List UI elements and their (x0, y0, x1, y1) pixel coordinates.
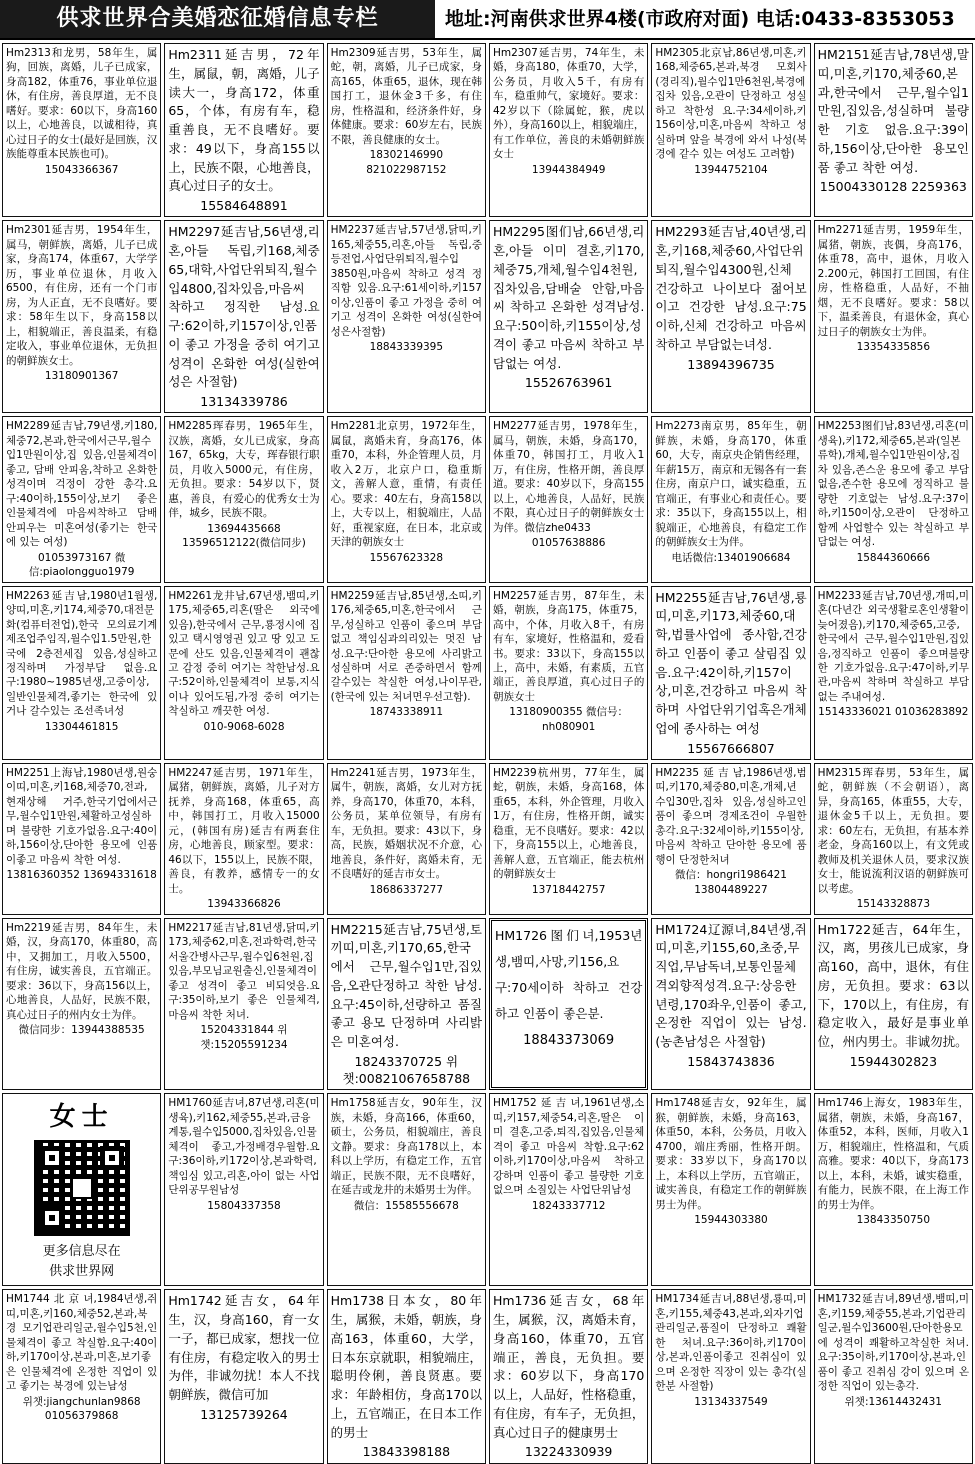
listing-phone: 15526763961 (524, 375, 613, 391)
listing-text: HM1734延吉녀,88년생,룡띠,미혼,키155,체중43,본과,외자기업관리일군,품질이 단정하고 쾌활한 처녀.요구:36이하,키170이상,본과,인품이좋고 진취심이 있으며 온정한 직장이 있는 총각(실한분 사절함) (655, 1293, 807, 1393)
listing-phone: 01057638886 (531, 537, 606, 550)
listing-text: Hm2271延吉男，1959年生，属猪，朝族，丧偶，身高176，体重78，高中，退休，月收入2.200元，韩国打工回国，有住房，性格稳重，人品好，不抽烟，无不良嗜好。要求：58以下，温柔善良，有退休金，真心过日子的朝族女士为伴。 (817, 224, 969, 338)
listing-card (327, 416, 486, 582)
listing-text: Hm1738日本女，80年生，属猴，未婚，朝族，身高163，体重60，大学，日本东京就职，相貌端庄，聪明伶俐，善良贤惠。要求：年龄相仿，身高170以上，五官端正，在日本工作的男士 (330, 1293, 482, 1440)
listing-grid (0, 43, 975, 1460)
listing-text: HM2285珲春男，1965年生，汉族，离婚，女儿已成家，身高167，65kg，大专，珲春银行职员，月收入5000元，有住房，无负担。要求：54岁以下，贤惠，善良，有爱心的优秀女士为伴，城乡，民族不限。 (168, 420, 320, 520)
listing-phone: 15204331844 위챗:15205591234 (200, 1024, 288, 1051)
listing-text: Hm2313和龙男，58年生，属狗，回族，离婚，儿子已成家，身高182，体重76，事业单位退休，有住房，善良厚道，无不良嗜好。要求：60以下，身高160以上，心地善良，以诚相待，真心过日子的女士(最好是回族，汉族能尊重本民族也可)。 (6, 47, 158, 161)
listing-card (164, 1289, 323, 1463)
listing-phone: 15804337358 (207, 1199, 281, 1212)
listing-card (814, 220, 973, 413)
listing-text: HM2233延吉남,70년생,개띠,미혼(다년간 외국생활로혼인생활이 늦어졌음),키170,체중65,고중,한국에서 근무,월수입1만원,집있음,정직하고 인품이 좋으며불량한 기호가없음.요구:47이하,키무관,마음씨 착하며 착실하고 부담없는 주내여성. (817, 589, 969, 703)
listing-card (489, 1093, 648, 1286)
qr-panel-line2: 供求世界网 (49, 1263, 115, 1279)
listing-card (164, 1093, 323, 1286)
listing-text: HM2261龙井남,67년생,뱀띠,키175,체중65,리혼(딸은 외국에 있음),한국에서 근무,룡정시에 집있고 택시영영권 있고 땅 있고 도문에 산도 있음,인물체격이 괜찮고 감정 중히 여기는 착한남성.요구:52이하,인물체격이 보통,지식이나 있어도됨,가정 중히 여기는 착실하고 깨끗한 여성. (168, 589, 320, 718)
listing-text: Hm2311延吉男，72年生，属鼠，朝，离婚，儿子读大一，身高172，体重65，个体，有房有车，稳重善良，无不良嗜好。要求：49以下，身高155以上，民族不限，心地善良，真心过日子的女士。 (168, 47, 320, 194)
listing-phone: 위챗:13614432431 (844, 1395, 942, 1408)
listing-card (489, 763, 648, 915)
listing-phone: 13180900355 微信号：nh080901 (509, 706, 629, 733)
listing-phone: 13718442757 (531, 883, 606, 896)
listing-card (327, 43, 486, 217)
listing-phone: 13125739264 (200, 1406, 288, 1422)
qr-code-icon[interactable] (34, 1140, 130, 1236)
listing-text: Hm2307延吉男，74年生，未婚，身高180，体重70，大学，公务员，月收入5千，有房有车，稳重帅气，家境好。要求：42岁以下（除属蛇，猴，虎以外），身高160以上，相貌端庄，有工作单位，善良的未婚朝鲜族女士 (492, 47, 645, 161)
listing-phone: 13894396735 (687, 356, 775, 372)
listing-text: Hm2281北京男，1972年生，属鼠，离婚未育，身高176，体重70，本科，外企管理人员，月收入2万，北京户口，稳重斯文，善解人意，重情，有责任心。要求：40左右，身高158以上，大专以上，相貌端庄，人品好，重视家庭，在日本，北京或天津的朝族女士 (330, 420, 482, 549)
listing-text: HM2239杭州男，77年生，属蛇，朝族，未婚，身高168，体重65，本科，外企管理，月收入1万，有住房，性格开朗，诚实稳重，无不良嗜好。要求：42以下，身高155以上，心地善良，善解人意，五官端正，能去杭州的朝鲜族女士 (492, 766, 645, 881)
listing-phone: 18243337712 (531, 1199, 606, 1212)
listing-text: Hm2273南京男，85年生，朝鲜族，未婚，身高170，体重60，大专，南京央企销售经理，年薪15万，南京和无锡各有一套住房，南京户口，诚实稳重，五官端正，有事业心和责任心。要求：35以下，身高155以上，相貌端正，心地善良，有稳定工作的朝鲜族女士为伴。 (655, 420, 807, 549)
listing-card (489, 416, 648, 582)
listing-phone: 13134339786 (200, 394, 288, 409)
listing-phone: 13943366826 (207, 898, 281, 911)
listing-card (814, 1289, 973, 1463)
listing-phone: 01053973167 微信:piaolongguo1979 (28, 551, 135, 579)
listing-phone: 18686337277 (369, 883, 444, 896)
listing-phone: 18843339395 (369, 341, 444, 354)
featured-listing-card (489, 918, 648, 1091)
listing-text: HM1760延吉녀,87년생,리혼(미생육),키162,체중55,본과,금융계통,월수입5000,집차있음,인물체격이 좋고,가정배경우월함.요구:36이하,키172이상,본과학력,책임심 있고,리혼,아이 없는 사업단위공무원남성 (168, 1097, 320, 1197)
listing-text: Hm1722延吉，64年生，汉，离，男孩儿已成家，身高160，高中，退休，有住房，无负担。要求：63以下，170以上，有住房，有稳定收入，最好是事业单位，州内男士。非诚勿扰。 (817, 921, 969, 1050)
listing-phone: 18243370725 위챗:00821067658788 (342, 1053, 471, 1087)
listing-phone: 电话微信:13401906684 (671, 551, 791, 564)
listing-phone: 13843398188 (362, 1444, 451, 1460)
listing-phone: 15567666807 (687, 740, 775, 756)
listing-card (651, 220, 810, 413)
listing-phone: 13180901367 (44, 370, 119, 383)
listing-card (814, 1093, 973, 1286)
listing-text: HM2289延吉남,79년생,키180,체중72,본과,한국에서근무,월수입1만원이상,집 있음,인물체격이 좋고, 담배 안피움,착하고 온화한 성격이며 걱정이 강한 총각.요구:40이하,155이상,보기 좋은 인물체격에 마음씨착하고 담배 안피우는 미혼여성(좋기는 한국에 있는 여성) (6, 420, 158, 549)
listing-phone: 15567623328 (369, 551, 444, 564)
listing-card (651, 1289, 810, 1463)
listing-card (651, 586, 810, 760)
listing-phone: 微信：15585556678 (353, 1199, 459, 1212)
listing-card (327, 1289, 486, 1463)
listing-card (2, 586, 161, 760)
listing-card (2, 763, 161, 915)
listing-text: HM2215延吉남,75년생,토끼띠,미혼,키170,65,한국에서 근무,월수입1만,집있음,오관단정하고 착한 남성.요구:45이하,선량하고 품질좋고 용모 단정하며 사리밝은 미혼여성. (330, 921, 482, 1050)
listing-phone: 13816360352 13694331618 (6, 869, 157, 882)
qr-panel-label: 女士 (49, 1102, 114, 1133)
qr-panel (2, 1093, 161, 1286)
listing-text: HM1744北京녀,1984년생,쥐띠,미혼,키160,체중52,본과,북경 모기업관리일군,월수입5천,인물체격이 좋고 착실함.요구:40이하,키170이상,본과,미혼,보기좋은 인물체격에 온정한 직업이 있고 좋기는 북경에 있는남성 (6, 1293, 158, 1393)
listing-card (2, 416, 161, 582)
listing-text: HM2259延吉남,85년생,소띠,키176,체중65,미혼,한국에서 근무,성실하고 인품이 좋으며 부담없고 책임심과의리있는 멋진 남성.요구:단아한 용모에 사리밝고 성실하며 서로 존중하면서 함께 갈수있는 착실한 여성,나이무관,(한국에 있는 처녀면우선고함). (330, 589, 482, 703)
listing-phone: 15944302823 (849, 1053, 938, 1069)
listing-card (164, 220, 323, 413)
listing-phone: 13354335856 (856, 341, 931, 354)
listing-text: HM2235延吉남,1986년생,범띠,키170,체중80,미혼,개체,년수입30만,집차 있음,성실하고인품이 좋으며 경제조건이 우월한 총각.요구:32세이하,키155이상,마음씨 착하고 단아한 용모에 품행이 단정한처녀 (655, 766, 807, 866)
listing-phone: 15844360666 (856, 551, 931, 564)
listing-phone: 13134337549 (694, 1395, 768, 1408)
listing-card (651, 1093, 810, 1286)
listing-phone: 13843350750 (856, 1214, 931, 1227)
listing-phone: 13944384949 (531, 163, 606, 176)
listing-card (651, 918, 810, 1091)
listing-card (489, 1289, 648, 1463)
listing-text: HM2305北京남,86년생,미혼,키168,체중65,본과,북경 모회사(경리직),월수입1만6천원,북경에 집차 있음,오관이 단정하고 성실하고 착한성 요.구:34세이하,키156이상,미혼,마음씨 착하고 성실하며 앞을 북경에 와서 나성(북경에 같수 있는 여성도 고려함) (655, 47, 807, 161)
listing-card (489, 43, 648, 217)
listing-text: HM2315珲春男，53年生，属蛇，朝鲜族（不会朝语），离异，身高165，体重55，大专，退休金5千以上，无负担。要求：60左右，无负担，有基本养老金，身高160以上，有文凭或教师及机关退休人员，要求汉族女士，能说流利汉语的朝鲜族可以考虑。 (817, 766, 969, 895)
listing-text: HM2253图们남,83년생,리혼(미생육),키172,체중65,본과(일본류학),개체,월수입1만원이상,집차 있음,존스운 용모에 좋고 부담없음,존수한 용모에 정직하고 불량한 기호없는 남성.요구:37이하,키150이상,오관이 단정하고 함께 사업할수 있는 착실하고 부담없는 여성. (817, 420, 969, 549)
listing-phone: 15004330128 2259363 (819, 179, 967, 195)
listing-card (814, 763, 973, 915)
listing-text: HM2151延吉남,78년생,말띠,미혼,키170,체중60,본과,한국에서 근무,월수입1만원,집있음,성실하며 불량한 기호 없음.요구:39이하,156이상,단아한 용모인품 좋고 착한 여성. (817, 47, 969, 175)
listing-text: Hm1746上海女，1983年生，属猪，朝族，未婚，身高167，体重52，本科，医师，月收入1万，相貌端庄，性格温和，气质高雅。要求：40以下，身高173以上，本科，未婚，诚实稳重，有能力，民族不限，在上海工作的男士为伴。 (817, 1097, 969, 1211)
page-header (0, 0, 975, 40)
listing-phone: 15143336021 01036283892 (818, 706, 969, 719)
listing-card (814, 43, 973, 217)
listing-card (651, 416, 810, 582)
listing-card (327, 1093, 486, 1286)
listing-phone: 15843743836 (687, 1053, 775, 1069)
listing-phone: 010-9068-6028 (203, 720, 285, 733)
listing-card (2, 43, 161, 217)
listing-phone: 위챗:jiangchunlan9868 01056379868 (22, 1395, 141, 1423)
listing-text: Hm1758延吉女，90年生，汉族，未婚，身高166，体重60，硕士，公务员，相貌端庄，善良文静。要求：身高178以上，本科以上学历，有稳定工作，五官端正，民族不限，无不良嗜好，在延吉或龙井的未婚男士为伴。 (330, 1097, 482, 1197)
listing-card (164, 918, 323, 1091)
listing-text: HM2247延吉男，1971年生，属猪，朝鲜族，离婚，儿子对方抚养，身高168，体重65，高中，韩国打工，月收入15000元，(韩国有房)延吉有两套住房，心地善良，顾家型。要求：46以下，155以上，民族不限，善良，有教养，感情专一的女士。 (168, 766, 320, 895)
listing-text: Hm2301延吉男，1954年生，属马，朝鲜族，离婚，儿子已成家，身高174，体重67，大学学历，事业单位退休，月收入6500，有住房，还有一个门市房，为人正直，无不良嗜好。要求：58年生以下，身高158以上，相貌端正，善良温柔，有稳定收入，事业单位退休，无负担的朝鲜族女士。 (6, 224, 158, 367)
listing-card (327, 763, 486, 915)
listing-phone: 18302146990 821022987152 (366, 149, 447, 176)
qr-panel-line1: 更多信息尽在 (42, 1244, 121, 1260)
listing-card (164, 586, 323, 760)
listing-card (2, 918, 161, 1091)
listing-text: HM1752延吉녀,1961년생,소띠,키157,체중54,리혼,딸은 이미 결혼,고중,퇴직,집있음,인물체격이 좋고 마음씨 착함.요구:62이하,키170이상,마음씨 착하고 강하며 인품이 좋고 불량한 기호 없으며 소질있는 사업단위남성 (492, 1097, 645, 1197)
listing-card (489, 586, 648, 760)
listing-text: HM2297延吉남,56년생,리혼,아들 독립,키168,체중65,대학,사업단위퇴직,월수입4800,집차있음,마음씨 착하고 정직한 남성.요구:62이하,키157이상,인품이 좋고 가정을 중히 여기고 성격이 온화한 여성(실한여성은 사절함) (168, 224, 320, 390)
listing-card (2, 1289, 161, 1463)
listing-phone: 13224330939 (524, 1444, 613, 1460)
listing-card (164, 416, 323, 582)
listing-phone: 15143328873 (856, 898, 931, 911)
listing-card (327, 220, 486, 413)
listing-text: HM1724辽源녀,84년생,쥐띠,미혼,키155,60,초중,무직업,무남독녀,보통인물체격외향적성격.요구:상응한 년령,170좌우,인품이 좋고,온정한 직업이 있는 남성.(농촌남성은 사절함) (655, 921, 807, 1050)
listing-phone: 18743338911 (369, 706, 444, 719)
listing-phone: 15944303380 (694, 1214, 768, 1227)
listing-phone: 13304461815 (44, 720, 119, 733)
listing-text: HM2263延吉남,1980년1월생,양띠,미혼,키174,체중70,대전문화(컴퓨터전업),한국 모의료기계제조업주임직,월수입1.5만원,한국에 2층전세집 있음,성실하고 정직하며 가정부담 없음.요구:1980~1985년생,고중이상,일반인물체격,좋기는 한국에 있거나 갈수있는 조선족녀성 (6, 589, 158, 718)
listing-card (814, 416, 973, 582)
listing-text: HM1732延吉녀,89년생,뱀띠,미혼,키159,체중55,본과,기업관리일군,월수입3600원,단아한용모에 성격이 쾌활하고착실한 처녀.요구:35이하,키170이상,본과,인품이 좋고 진취심 강이 있으며 온정한 직업이 있는총각. (817, 1293, 969, 1393)
listing-card (327, 586, 486, 760)
listing-phone: 15043366367 (44, 163, 119, 176)
listing-phone: 18843373069 (523, 1032, 615, 1048)
listing-text: HM2237延吉남,57년생,닭띠,키165,체중55,리혼,아들 독립,중등전업,사업단위퇴직,월수입3850원,마음씨 착하고 성격 정직함 있음.요구:61세이하,키157이상,인품이 좋고 가정을 중히 여기고 성격이 온화한 여성(실한여성은사절함) (330, 224, 482, 338)
listing-card (814, 918, 973, 1091)
listing-phone: 微信同步：13944388535 (18, 1024, 145, 1037)
listing-text: HM2217延吉남,81년생,닭띠,키173,체중62,미혼,전과학력,한국서울간병사근무,월수입6천원,집있음,부모님교원출신,인물체격이 좋고 성격이 좋고 비되엇음.요구:35이하,보기 좋은 인물체격,마음씨 착한 처녀. (168, 921, 320, 1021)
listing-phone: 13694435668 13596512122(微信同步) (182, 522, 306, 550)
listing-card (164, 763, 323, 915)
listing-card (2, 220, 161, 413)
listing-phone: 15584648891 (200, 198, 288, 213)
listing-card (327, 918, 486, 1091)
contact-info: 地址:河南供求世界4楼(市政府对面) 电话:0433-8353053 (445, 8, 955, 30)
listing-text: HM1726图们녀,1953년생,뱀띠,사망,키156,요구:70세이하 착하고 건강하고 인품이 좋은분. (494, 927, 643, 1022)
listing-text: Hm2241延吉男，1973年生，属牛，朝族，离婚，女儿对方抚养，身高170，体重70，本科，公务员，某单位领导，有房有车，无负担。要求：43以下，身高，民族，婚姻状况不介意，心地善良，条件好，离婚未育，无不良嗜好的延吉市女士。 (330, 766, 482, 881)
listing-text: HM2295图们남,66년생,리혼,아들 이미 결혼,키170,체중75,개체,월수입4천원,집차있음,담배술 안함,마음씨 착하고 온화한 성격남성.요구:50이하,키155이상,성격이 좋고 마음씨 착하고 부담없는 여성. (492, 224, 645, 371)
listing-card (489, 220, 648, 413)
listing-text: HM2255延吉남,76년생,룡띠,미혼,키173,체중60,대학,법률사업에 종사함,건강하고 인품이 좋고 살림집 있음.요구:42이하,키157이상,미혼,건강하고 마음씨 착하며 사업단위기업혹은개체업에 종사하는 여성 (655, 589, 807, 736)
listing-card (651, 763, 810, 915)
listing-text: HM2251上海남,1980년생,원숭이띠,미혼,키168,체중70,전과,현재상해 거주,한국기업에서근무,월수입1만원,체활하고성실하며 불량한 기호가없음.요구:40이하,156이상,단아한 용모에 인품이좋고 마음씨 착한 여성. (6, 766, 158, 866)
listing-card (814, 586, 973, 760)
listing-card (651, 43, 810, 217)
listing-text: Hm2219延吉男，84年生，未婚，汉，身高170，体重80，高中，又拥加工，月收入5500，有住房，诚实善良，五官端正。要求：36以下，身高156以上，心地善良，人品好，民族不限，真心过日子的州内女士为伴。 (6, 921, 158, 1021)
listing-phone: 13944752104 (694, 163, 768, 176)
listing-card (164, 43, 323, 217)
listing-text: Hm1736延吉女，68年生，属猴，汉，离婚未育，身高160，体重70，五官端正，善良，无负担。要求：60岁以下，身高170以上，人品好，性格稳重，有住房，有车子，无负担，真心过日子的健康男士 (492, 1293, 645, 1440)
listing-text: HM2293延吉남,40년생,리혼,키168,체중60,사업단위 퇴직,월수입4300원,신체 건강하고 나이보다 젊어보이고 건강한 남성.요구:75이하,신체 건강하고 마음씨 착하고 부담없는녀성. (655, 224, 807, 352)
listing-phone: 微信：hongri1986421 13804489227 (675, 869, 787, 896)
listing-text: HM2277延吉男，1978年生，属马，朝族，未婚，身高170，体重70，韩国打工，月收入1万，有住房，性格开朗，善良厚道。要求：40岁以下，身高155以上，心地善良，人品好，民族不限，真心过日子的朝鲜族女士为伴。微信zhe0433 (492, 420, 645, 534)
listing-text: Hm1748延吉女，92年生，属猴，朝鲜族，未婚，身高163，体重50，本科，公务员，月收入4700，端庄秀丽，性格开朗。要求：33岁以下，身高170以上，本科以上学历，五官端正，诚实善良，有稳定工作的朝鲜族男士为伴。 (655, 1097, 807, 1211)
listing-text: Hm2309延吉男，53年生，属蛇，朝，离婚，儿子已成家，身高165，体重65，退休，现在韩国打工，退休金3千多，有住房，性格温和，经济条件好，身体健康。要求：60岁左右，民族不限，善良健康的女士。 (330, 47, 482, 146)
page-title: 供求世界合美婚恋征婚信息专栏 (0, 0, 435, 38)
listing-text: Hm1742延吉女，64年生，汉，身高160，育一女一子，都已成家，想找一位有住房，有稳定收入的男士为伴，非诚勿扰！本人不找朝鲜族，微信可加 (168, 1293, 320, 1403)
listing-text: HM2257延吉男，87年生，未婚，朝族，身高175，体重75，高中，个体，月收入8千，有房有车，家境好，性格温和，爱看书。要求：33以下，身高155以上，高中，未婚，有素质，五官端正，善良厚道，真心过日子的朝族女士 (492, 589, 645, 703)
